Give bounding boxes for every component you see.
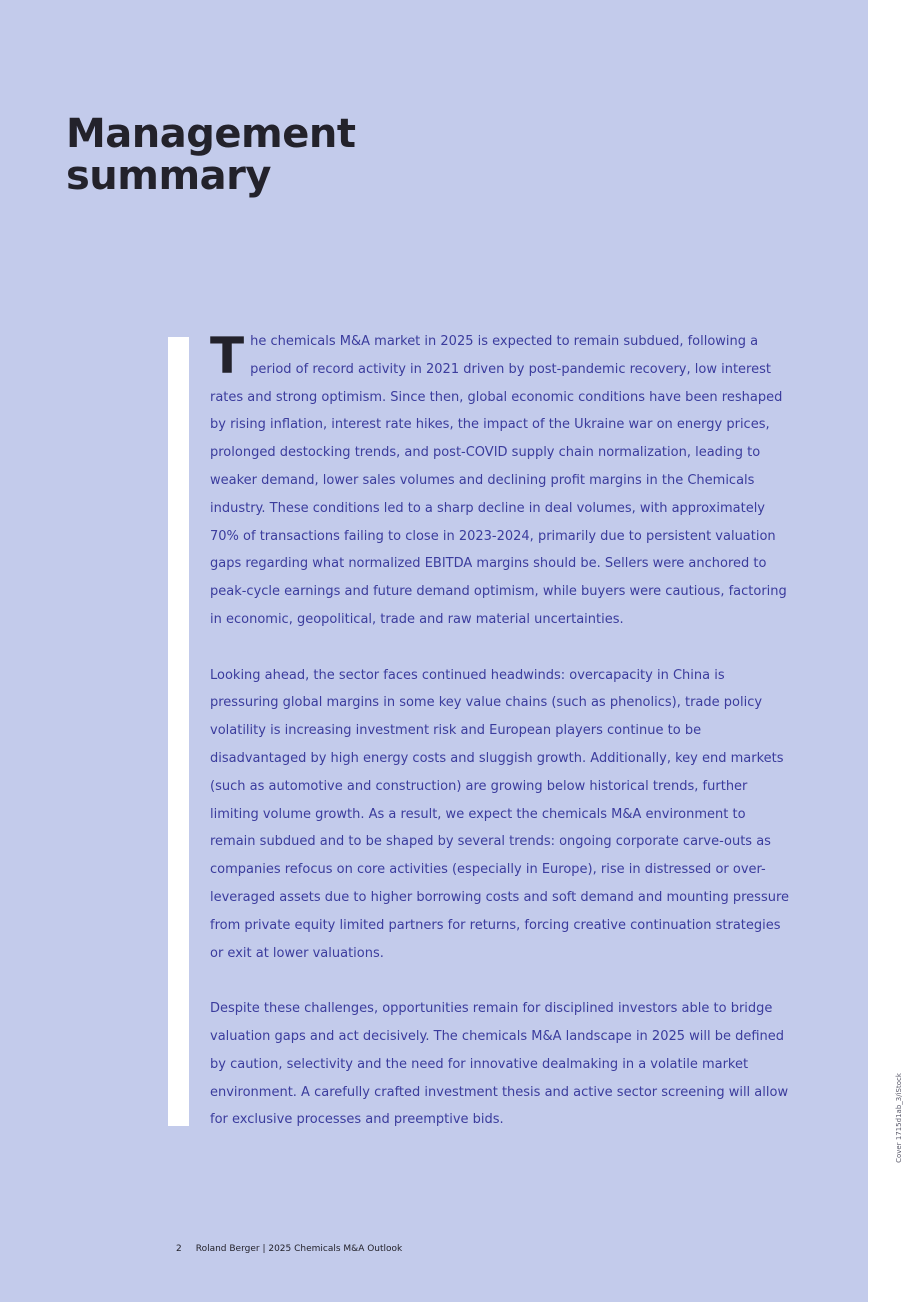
accent-bar xyxy=(168,337,189,1126)
page-title xyxy=(66,113,355,197)
drop-cap: T xyxy=(210,327,245,385)
page-title-line-2: summary xyxy=(66,153,271,199)
page-number: 2 xyxy=(176,1244,182,1254)
page-title-line-1: Management xyxy=(66,111,356,157)
summary-paragraph-2: Looking ahead, the sector faces continued headwinds: overcapacity in China is pressuring global margins in some key value chains (such as phenolics), trade policy volatility is increasing investment risk and European players continue to be disadvantaged by high energy costs and sluggish growth. Additionally, key end markets (such as automotive and construction) are growing below historical trends, further limiting volume growth. As a result, we expect the chemicals M&A environment to remain subdued and to be shaped by several trends: ongoing corporate carve-outs as companies refocus on core activities (especially in Europe), rise in distressed or over-leveraged assets due to higher borrowing costs and soft demand and mounting pressure from private equity limited partners for returns, forcing creative continuation strategies or exit at lower valuations. xyxy=(210,667,790,961)
footer-publication: Roland Berger | 2025 Chemicals M&A Outlook xyxy=(195,1244,403,1254)
image-credit: Cover 1715d1ab_3/iStock xyxy=(895,1073,903,1163)
summary-paragraph-1-text: he chemicals M&A market in 2025 is expected to remain subdued, following a period of record activity in 2021 driven by post-pandemic recovery, low interest rates and strong optimism. Since then, global economic conditions have been reshaped by rising inflation, interest rate hikes, the impact of the Ukraine war on energy prices, prolonged destocking trends, and post-COVID supply chain normalization, leading to weaker demand, lower sales volumes and declining profit margins in the Chemicals industry. These conditions led to a sharp decline in deal volumes, with approximately 70% of transactions failing to close in 2023-2024, primarily due to persistent valuation gaps regarding what normalized EBITDA margins should be. Sellers were anchored to peak-cycle earnings and future demand optimism, while buyers were cautious, factoring in economic, geopolitical, trade and raw material uncertainties. xyxy=(210,334,787,627)
summary-paragraph-3: Despite these challenges, opportunities remain for disciplined investors able to bridge valuation gaps and act decisively. The chemicals M&A landscape in 2025 will be defined by caution, selectivity and the need for innovative dealmaking in a volatile market environment. A carefully crafted investment thesis and active sector screening will allow for exclusive processes and preemptive bids. xyxy=(210,1001,789,1128)
summary-body xyxy=(210,328,792,1162)
page-footer xyxy=(176,1244,402,1254)
summary-paragraph-1 xyxy=(210,328,792,634)
